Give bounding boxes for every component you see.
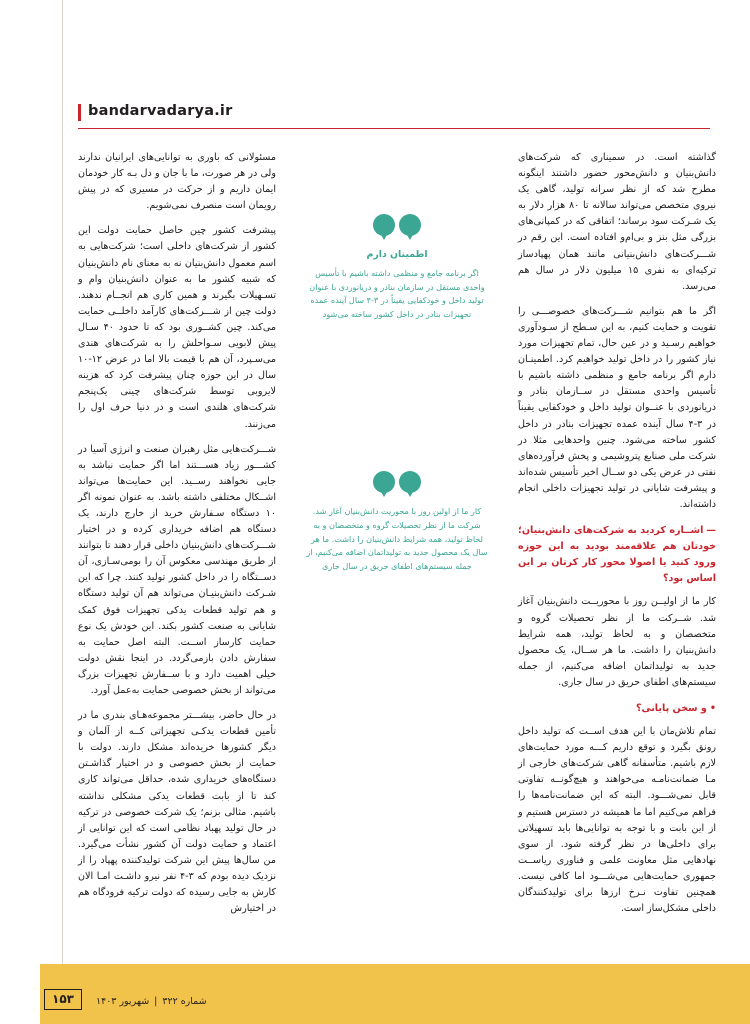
paragraph: مسئولانی که باوری به توانایی‌های ایرانیان ندارند ولی در هر صورت، ما با جان و دل بـه کار خودمان ایمان داریم و از حرکت در مسیری که در پیش رویمان است منصرف نمی‌شویم.	[78, 152, 276, 212]
site-url: bandarvadarya.ir	[88, 103, 233, 119]
quotation-mark-icon	[371, 471, 423, 497]
issue-date: شهریور ۱۴۰۳	[96, 996, 150, 1007]
paragraph: گذاشته است. در سمیناری که شرکت‌های دانش‌بنیان و دانش‌محور حضور داشتند اینگونه مطرح شد که از نظر سرانه تولید، گاهی یک نیروی متخصص می‌تواند سالانه تا ۸۰ هزار دلار به یک شـرکت سود برساند؛ اتفاقی که در کمپانی‌های بزرگی مثل بنز و بی‌ام‌و افتاده است. این رقم در شـــرکت‌های دانش‌بنیانی مانند همان پهپادساز ترکیه‌ای به نفری ۱۵ میلیون دلار در سال هم می‌رسد.	[518, 152, 716, 292]
paragraph: پیشرفت کشور چین حاصل حمایت دولت این کشور از شرکت‌های داخلی است؛ شرکت‌هایی به اسم معمول دانش‌بنیان نه به معنای نام دانش‌بنیان که شبیه کشور ما به عنوان دانش‌بنیان وام و تسـهیلات بگیرند و همین کاری هم انجــام ندهند. دولت چین از شـــرکت‌های کارآمد داخلــی حمایت می‌کند. چین کشــوری بود که تا حدود ۴۰ سـال پیش لابویی سـواحلش را به شرکت‌های هندی می‌سـپرد، آن هم با قیمت بالا اما در عرض ۱۲-۱۰ سال در این حوزه چنان پیشرفت کرد که هزینه لایروبی توسط شرکت‌های چینی یک‌پنجم شرکت‌های هلندی است و در دنیا حرف اول را می‌زنند.	[78, 225, 277, 430]
paragraph: تمام تلاش‌مان با این هدف اســت که تولید داخل رونق بگیرد و توقع داریم کـــه مورد حمایت‌های لازم باشیم. متأسفانه گاهی شرکت‌های خارجی از مـا ضمانت‌نامـه می‌خواهند و هیچ‌گونــه تفاوتی قابل نمی‌شـــود. البته که این ضمانت‌نامه‌ها را فراهم می‌کنیم اما ما همیشه در دسترس هستیم و از این بابت و با توجه به توانایی‌ها باید تسهیلاتی برای داخلی‌ها در نظر گرفته شود. از سوی نهادهایی مثل معاونت علمی و فناوری ریاســت جمهوری حمایت‌هایی می‌شـــود اما کافی نیست. همچنین تفاوت نـرخ ارزها برای تولیدکنندگان داخلی مشکل‌ساز است.	[518, 726, 716, 915]
column-right	[78, 150, 276, 960]
question-heading	[518, 701, 716, 717]
issue-info	[96, 996, 207, 1007]
question-heading-text: و سخن پایانی؟	[635, 703, 707, 714]
paragraph: کار ما از اولیــن روز با محوریــت دانش‌بنیان آغاز شد. شــرکت ما از نظر تحصیلات گروه و متخصصان و به لحاظ تولید، همه شرایط دانش‌بنیان را داشت. ما هر ســال، یک محصول جدید به تولیداتمان اضافه می‌کنیم، از جمله سیستم‌های اطفای حریق در سال جاری.	[518, 596, 716, 688]
paragraph: در حال حاضر، بیشـــتر مجموعه‌هـای بندری ما در تأمین قطعات یدکـی تجهیزاتی کــه از آلمان و دیگر کشورها خریده‌اند مشکل دارند. دولت با حمایت از بخش خصوصی و در اختیار گذاشـتن دستگاه‌های خریداری شده، حداقل می‌تواند کاری کند تا از بابت قطعات یدکی مشکلی نداشته باشیم. مثالی بزنم؛ یک شرکت خصوصی در ترکیه در حال تولید پهباد نظامی است که این توانایی از اعتماد و حمایت دولت آن کشور نشأت می‌گیرد. من سال‌ها پیش این شرکت تولیدکننده پهپاد را از نزدیک دیده بودم که ۳-۴ نفر نیرو داشـت امـا الان کارش به جایی رسیده که دولت ترکیه فرودگاه هم در اختیارش	[78, 710, 277, 915]
pull-quote-text: کار ما از اولین روز با محوریت دانش‌بنیان آغاز شد. شرکت ما از نظر تحصیلات گروه و متخصصان و به لحاظ تولید، همه شرایط دانش‌بنیان را داشت. ما هر سال یک محصول جدید به تولیداتمان اضافه می‌کنیم، از جمله سیستم‌های اطفای حریق در سال جاری	[306, 506, 488, 571]
heading-bullet: •	[709, 703, 716, 714]
quotation-mark-icon	[371, 214, 423, 240]
heading-bullet: —	[706, 525, 716, 537]
pull-quote-block	[298, 214, 496, 321]
page-header	[78, 104, 710, 134]
footer-white-block	[0, 964, 40, 1024]
paragraph: شـــرکت‌هایی مثل رهبران صنعت و انرژی آسیا در کشـــور زیاد هســـتند اما اگر حمایت نباشد به جایی نخواهند رســید. این حمایت‌ها می‌تواند اشــکال مختلفی داشته باشد. به عنوان نمونه اگر ۱۰ دستگاه سـفارش خرید از خارج دارند، یک دستگاه هم اضافه خریداری کرده و در اختیار شـــرکت‌های دانش‌بنیان داخلی قرار دهند تا بتوانند از طریق مهندسی معکوس آن را بومی‌سـازی، آن دســتگاه را در داخل کشور تولید کنند. چرا که این شـرکت دانش‌بنیـان می‌تواند هم آن تولید دستگاه و هم تولید قطعات یدکی تجهیزات فوق کمک شایانی به صنعت کشور بکند. این خودش یک نوع حمایت کارساز اســت. البته اصل حمایت به سفارش دادن بازمی‌گردد. در اینجا نقش دولت خیلی اهمیت دارد و با ســفارش تجهیزات بزرگ می‌تواند از بخش خصوصی حمایت به‌عمل آورد.	[78, 443, 276, 696]
pull-quote-text: اگر برنامه جامع و منظمی داشته باشیم با تأسیس واحدی مستقل در سازمان بنادر و دریانوردی با عنوان تولید داخل و خودکفایی یقیناً در ۳-۴ سال آینده عمده تجهیزات بنادر در داخل کشور ساخته می‌شود	[309, 268, 485, 319]
question-heading	[518, 523, 716, 587]
footer-separator: |	[154, 996, 158, 1007]
header-accent-mark	[78, 104, 81, 121]
pull-quote-block	[298, 471, 496, 573]
pull-quote-title: اطمینان دارم	[366, 249, 428, 260]
paragraph: اگر ما هم بتوانیم شـــرکت‌های خصوصـــی را تقویت و حمایت کنیم، به این سـطح از سـودآوری خواهیم رسـید و در عین حال، تمام تجهیزات مورد نیاز کشور را در داخل تولید خواهیم کرد. اطمینـان دارم اگر برنامه جامع و منظمی داشته باشیم با تأسیس واحدی مستقل در ســازمان بنادر و دریانوردی با عنــوان تولید داخل و خودکفایی یقیناً در ۳-۴ سال آینده عمده تجهیزات بنادر در داخل کشور ساخته می‌شود. چنین واحدهایی مثلا در شرکت ملی صنایع پتروشیمی و پخش فرآورده‌های نفتی در عرض یکی دو ســال اخیر تأسیس شده‌اند و پیشرفت شایانی در تولید تجهیزات داخلی انجام داشته‌اند.	[518, 305, 716, 510]
question-heading-text: اشــاره کردید به شرکت‌های دانش‌بنیان؛ خودتان هم علاقه‌مند بودید به این حوزه ورود کنید یا اصولا محور کار کرتان بر این اساس بود؟	[518, 525, 716, 585]
column-center	[298, 150, 496, 960]
column-left	[518, 150, 716, 960]
article-columns	[78, 150, 718, 960]
footer-bar	[0, 964, 750, 1024]
page-spine-rule	[62, 0, 63, 1024]
issue-number: شماره ۳۲۲	[162, 996, 207, 1007]
header-rule	[78, 128, 710, 129]
page-number: ۱۵۳	[44, 989, 82, 1010]
